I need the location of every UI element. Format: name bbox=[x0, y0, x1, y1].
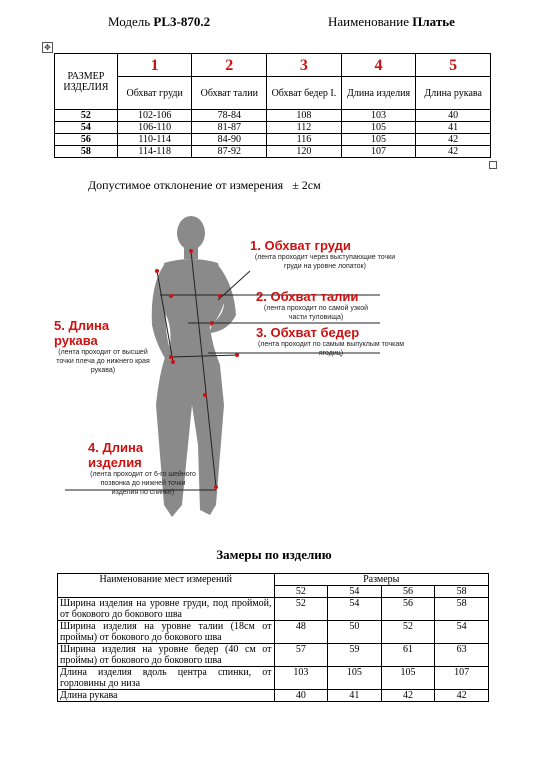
table-cell: 87-92 bbox=[192, 146, 267, 158]
model-value: PL3-870.2 bbox=[153, 14, 211, 29]
size-table bbox=[54, 53, 491, 158]
table-cell: 120 bbox=[267, 146, 342, 158]
table-cell: 54 bbox=[435, 621, 489, 644]
size-cell: 54 bbox=[55, 122, 118, 134]
table-cell: 42 bbox=[435, 690, 489, 702]
table-row bbox=[58, 598, 489, 621]
table-row bbox=[58, 644, 489, 667]
table-cell: 40 bbox=[416, 110, 491, 122]
waist-label bbox=[256, 289, 376, 322]
table-row bbox=[55, 110, 491, 122]
column-header: Обхват талии bbox=[192, 77, 267, 110]
waist-label-note: (лента проходит по самой узкой части туловища) bbox=[263, 305, 369, 321]
table-cell: 40 bbox=[274, 690, 328, 702]
model-label: Модель bbox=[108, 14, 151, 29]
sleeve-label-note: (лента проходит от высшей точки плеча до нижнего края рукава) bbox=[56, 349, 150, 374]
table-cell: 41 bbox=[416, 122, 491, 134]
table-row bbox=[55, 122, 491, 134]
column-header: Длина изделия bbox=[341, 77, 416, 110]
table-cell: 52 bbox=[274, 598, 328, 621]
table-cell: 61 bbox=[381, 644, 435, 667]
size-cell: 58 bbox=[55, 146, 118, 158]
length-label-title: 4. Длина изделия bbox=[88, 440, 144, 470]
bust-label bbox=[250, 238, 400, 271]
table-cell: 105 bbox=[341, 122, 416, 134]
table-cell: 57 bbox=[274, 644, 328, 667]
table-cell: 50 bbox=[328, 621, 382, 644]
table-cell: 107 bbox=[341, 146, 416, 158]
size-cell: 56 bbox=[55, 134, 118, 146]
hips-label bbox=[256, 325, 406, 358]
hips-label-title: 3. Обхват бедер bbox=[256, 325, 360, 340]
column-number: 4 bbox=[341, 54, 416, 77]
size-column-header: 58 bbox=[435, 586, 489, 598]
size-header-cell bbox=[55, 54, 118, 110]
column-header: Обхват бедер I. bbox=[267, 77, 342, 110]
column-header: Обхват груди bbox=[117, 77, 192, 110]
measurement-name: Ширина изделия на уровне талии (18см от проймы) от бокового до бокового шва bbox=[58, 621, 275, 644]
tolerance-value: ± 2см bbox=[292, 178, 321, 192]
table-row bbox=[55, 134, 491, 146]
name-value: Платье bbox=[412, 14, 455, 29]
table-cell: 63 bbox=[435, 644, 489, 667]
column-number: 1 bbox=[117, 54, 192, 77]
table-cell: 105 bbox=[341, 134, 416, 146]
name-label: Наименование bbox=[328, 14, 409, 29]
table-cell: 116 bbox=[267, 134, 342, 146]
table-cell: 52 bbox=[381, 621, 435, 644]
measurement-name: Длина изделия вдоль центра спинки, от горловины до низа bbox=[58, 667, 275, 690]
table-cell: 41 bbox=[328, 690, 382, 702]
column-number: 3 bbox=[267, 54, 342, 77]
table-row bbox=[58, 621, 489, 644]
table-cell: 107 bbox=[435, 667, 489, 690]
length-label bbox=[88, 440, 198, 497]
table-resize-handle[interactable] bbox=[489, 161, 497, 169]
column-number: 5 bbox=[416, 54, 491, 77]
table-cell: 54 bbox=[328, 598, 382, 621]
measurements-table bbox=[57, 573, 489, 702]
table-cell: 84-90 bbox=[192, 134, 267, 146]
table-cell: 56 bbox=[381, 598, 435, 621]
measurements-name-header: Наименование мест измерений bbox=[58, 574, 275, 598]
sleeve-label bbox=[54, 318, 152, 375]
size-column-header: 54 bbox=[328, 586, 382, 598]
table-move-handle-icon[interactable]: ✥ bbox=[42, 42, 53, 53]
table-cell: 58 bbox=[435, 598, 489, 621]
waist-label-title: 2. Обхват талии bbox=[256, 289, 359, 304]
table-cell: 42 bbox=[416, 146, 491, 158]
measurement-name: Ширина изделия на уровне груди, под проймой, от бокового до бокового шва bbox=[58, 598, 275, 621]
bust-label-note: (лента проходит через выступающие точки груди на уровне лопаток) bbox=[254, 254, 396, 270]
column-number: 2 bbox=[192, 54, 267, 77]
sleeve-label-title: 5. Длина рукава bbox=[54, 318, 110, 348]
table-cell: 59 bbox=[328, 644, 382, 667]
measurements-title: Замеры по изделию bbox=[216, 547, 332, 562]
table-cell: 105 bbox=[328, 667, 382, 690]
size-header: РАЗМЕР ИЗДЕЛИЯ bbox=[63, 70, 109, 93]
table-cell: 108 bbox=[267, 110, 342, 122]
table-row bbox=[55, 146, 491, 158]
size-column-header: 52 bbox=[274, 586, 328, 598]
table-cell: 42 bbox=[416, 134, 491, 146]
table-row bbox=[58, 690, 489, 702]
tolerance-line bbox=[88, 178, 321, 193]
length-label-note: (лента проходит от 6-го шейного позвонка до нижней точки изделия по спинке) bbox=[90, 471, 196, 496]
table-cell: 102-106 bbox=[117, 110, 192, 122]
size-cell: 52 bbox=[55, 110, 118, 122]
model-heading bbox=[108, 14, 210, 30]
table-cell: 103 bbox=[274, 667, 328, 690]
table-cell: 81-87 bbox=[192, 122, 267, 134]
table-cell: 114-118 bbox=[117, 146, 192, 158]
size-column-header: 56 bbox=[381, 586, 435, 598]
tolerance-text: Допустимое отклонение от измерения bbox=[88, 178, 284, 192]
table-cell: 105 bbox=[381, 667, 435, 690]
hips-label-note: (лента проходит по самым выпуклым точкам ягодиц) bbox=[257, 341, 405, 357]
measurement-name: Длина рукава bbox=[58, 690, 275, 702]
table-row bbox=[58, 667, 489, 690]
table-cell: 48 bbox=[274, 621, 328, 644]
table-cell: 106-110 bbox=[117, 122, 192, 134]
sizes-header: Размеры bbox=[274, 574, 488, 586]
table-cell: 103 bbox=[341, 110, 416, 122]
measurement-name: Ширина изделия на уровне бедер (40 см от проймы) от бокового до бокового шва bbox=[58, 644, 275, 667]
table-cell: 110-114 bbox=[117, 134, 192, 146]
product-name-heading bbox=[328, 14, 455, 30]
table-cell: 78-84 bbox=[192, 110, 267, 122]
column-header: Длина рукава bbox=[416, 77, 491, 110]
table-cell: 112 bbox=[267, 122, 342, 134]
bust-label-title: 1. Обхват груди bbox=[250, 238, 351, 253]
table-cell: 42 bbox=[381, 690, 435, 702]
